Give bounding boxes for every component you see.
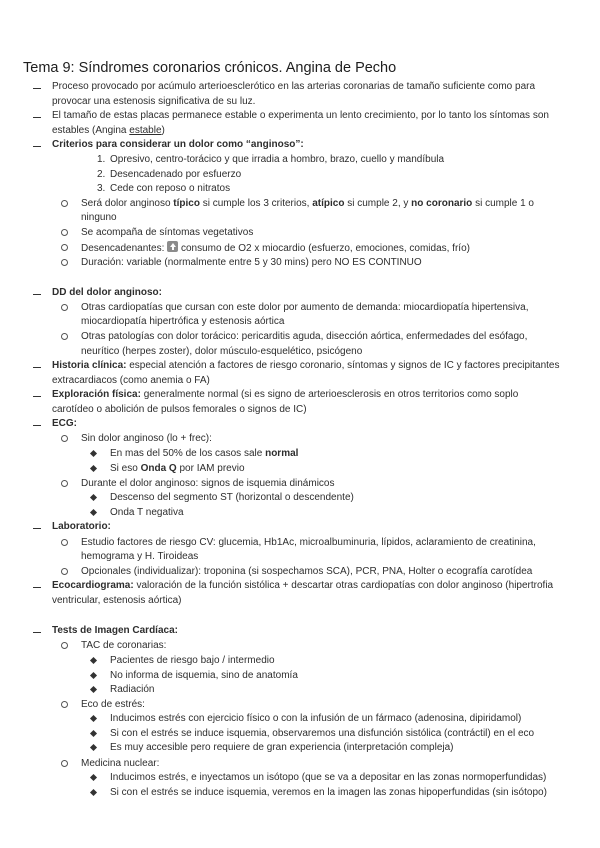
dash-bullet: [33, 294, 41, 295]
text-line: extracardiacos (como anemia o FA): [52, 375, 210, 386]
list-item: Eco de estrés:: [81, 699, 145, 710]
diamond-bullet: [90, 744, 97, 751]
circle-bullet: [61, 760, 68, 767]
dash-bullet: [33, 117, 41, 118]
circle-bullet: [61, 539, 68, 546]
diamond-bullet: [90, 657, 97, 664]
list-item: Otras cardiopatías que cursan con este dolor por aumento de demanda: miocardiopatía hipertensiva,: [81, 302, 529, 313]
text-line: hemograma y H. Tiroideas: [81, 551, 199, 562]
section-heading: Tests de Imagen Cardíaca:: [52, 625, 178, 636]
dash-bullet: [33, 632, 41, 633]
diamond-bullet: [90, 774, 97, 781]
text-line: ninguno: [81, 212, 117, 223]
section-heading: Criterios para considerar un dolor como “anginoso”:: [52, 139, 304, 150]
dash-bullet: [33, 146, 41, 147]
circle-bullet: [61, 244, 68, 251]
text-line: El tamaño de estas placas permanece estable o experimenta un lento crecimiento, por lo tanto los síntomas son: [52, 110, 549, 121]
list-item: Inducimos estrés con ejercicio físico o con la infusión de un fármaco (adenosina, dipiridamol): [110, 713, 522, 724]
circle-bullet: [61, 435, 68, 442]
dash-bullet: [33, 425, 41, 426]
list-item: Opcionales (individualizar): troponina (si sospechamos SCA), PCR, PNA, Holter o ecografía carotídea: [81, 566, 533, 577]
circle-bullet: [61, 229, 68, 236]
list-item: Duración: variable (normalmente entre 5 y 30 mins) pero NO ES CONTINUO: [81, 257, 422, 268]
list-item: Medicina nuclear:: [81, 758, 160, 769]
circle-bullet: [61, 200, 68, 207]
dash-bullet: [33, 367, 41, 368]
diamond-bullet: [90, 465, 97, 472]
circle-bullet: [61, 259, 68, 266]
list-item: Cede con reposo o nitratos: [110, 183, 231, 194]
text-line: Proceso provocado por acúmulo arterioesclerótico en las arterias coronarias de tamaño suficiente como para: [52, 81, 536, 92]
text-line: miocardiopatía hipertrófica y estenosis aórtica: [81, 316, 285, 327]
circle-bullet: [61, 701, 68, 708]
list-item: Historia clínica: especial atención a factores de riesgo coronario, síntomas y signos de IC y factores precipitantes: [52, 360, 560, 371]
list-number: 2.: [97, 169, 106, 180]
list-item: TAC de coronarias:: [81, 640, 167, 651]
section-heading: DD del dolor anginoso:: [52, 287, 162, 298]
list-item: Si con el estrés se induce isquemia, veremos en la imagen las zonas hipoperfundidas (sin isótopo): [110, 787, 547, 798]
dash-bullet: [33, 396, 41, 397]
dash-bullet: [33, 88, 41, 89]
diamond-bullet: [90, 715, 97, 722]
list-item: Si eso Onda Q por IAM previo: [110, 463, 245, 474]
underlined-word: estable: [129, 125, 162, 136]
text-line: ventricular, estenosis aórtica): [52, 595, 182, 606]
circle-bullet: [61, 304, 68, 311]
diamond-bullet: [90, 672, 97, 679]
page-title: Tema 9: Síndromes coronarios crónicos. Angina de Pecho: [23, 60, 397, 76]
list-item: Es muy accesible pero requiere de gran experiencia (interpretación compleja): [110, 742, 454, 753]
list-item: Durante el dolor anginoso: signos de isquemia dinámicos: [81, 478, 335, 489]
text-line: neurítico (herpes zoster), dolor músculo-esquelético, psicógeno: [81, 346, 363, 357]
list-item: Se acompaña de síntomas vegetativos: [81, 227, 254, 238]
list-item: Pacientes de riesgo bajo / intermedio: [110, 655, 275, 666]
list-item: Desencadenantes: consumo de O2 x miocardio (esfuerzo, emociones, comidas, frío): [81, 243, 470, 254]
list-item: En mas del 50% de los casos sale normal: [110, 448, 299, 459]
section-heading: Laboratorio:: [52, 521, 111, 532]
list-item: Inducimos estrés, e inyectamos un isótopo (que se va a depositar en las zonas normoperfundidas): [110, 772, 547, 783]
list-item: Onda T negativa: [110, 507, 184, 518]
list-item: Sin dolor anginoso (lo + frec):: [81, 433, 212, 444]
section-heading: ECG:: [52, 418, 77, 429]
text-line: provocar una estenosis significativa de su luz.: [52, 96, 256, 107]
diamond-bullet: [90, 494, 97, 501]
list-item: Opresivo, centro-torácico y que irradia a hombro, brazo, cuello y mandíbula: [110, 154, 445, 165]
list-item: Si con el estrés se induce isquemia, observaremos una disfunción sistólica (contráctil) en el eco: [110, 728, 535, 739]
list-item: No informa de isquemia, sino de anatomía: [110, 670, 298, 681]
diamond-bullet: [90, 450, 97, 457]
circle-bullet: [61, 568, 68, 575]
diamond-bullet: [90, 686, 97, 693]
circle-bullet: [61, 480, 68, 487]
list-item: Ecocardiograma: valoración de la función sistólica + descartar otras cardiopatías con dolor anginoso (hipertrofia: [52, 580, 554, 591]
dash-bullet: [33, 587, 41, 588]
list-item: Será dolor anginoso típico si cumple los 3 criterios, atípico si cumple 2, y no coronario si cumple 1 o: [81, 198, 534, 209]
diamond-bullet: [90, 789, 97, 796]
circle-bullet: [61, 333, 68, 340]
list-item: Descenso del segmento ST (horizontal o descendente): [110, 492, 354, 503]
list-item: Desencadenado por esfuerzo: [110, 169, 242, 180]
list-number: 3.: [97, 183, 106, 194]
list-item: Radiación: [110, 684, 155, 695]
text-line: carotídeo o abolición de pulsos femorales o signos de IC): [52, 404, 307, 415]
text-line: estables (Angina estable): [52, 125, 165, 136]
list-item: Otras patologías con dolor torácico: pericarditis aguda, disección aórtica, enfermedades del esófago,: [81, 331, 528, 342]
list-item: Exploración física: generalmente normal (si es signo de arterioesclerosis en otros territorios como soplo: [52, 389, 519, 400]
diamond-bullet: [90, 730, 97, 737]
circle-bullet: [61, 642, 68, 649]
diamond-bullet: [90, 509, 97, 516]
list-number: 1.: [97, 154, 106, 165]
up-arrow-icon: [167, 241, 178, 252]
dash-bullet: [33, 528, 41, 529]
list-item: Estudio factores de riesgo CV: glucemia, Hb1Ac, microalbuminuria, lípidos, aclaramiento de creatinina,: [81, 537, 536, 548]
